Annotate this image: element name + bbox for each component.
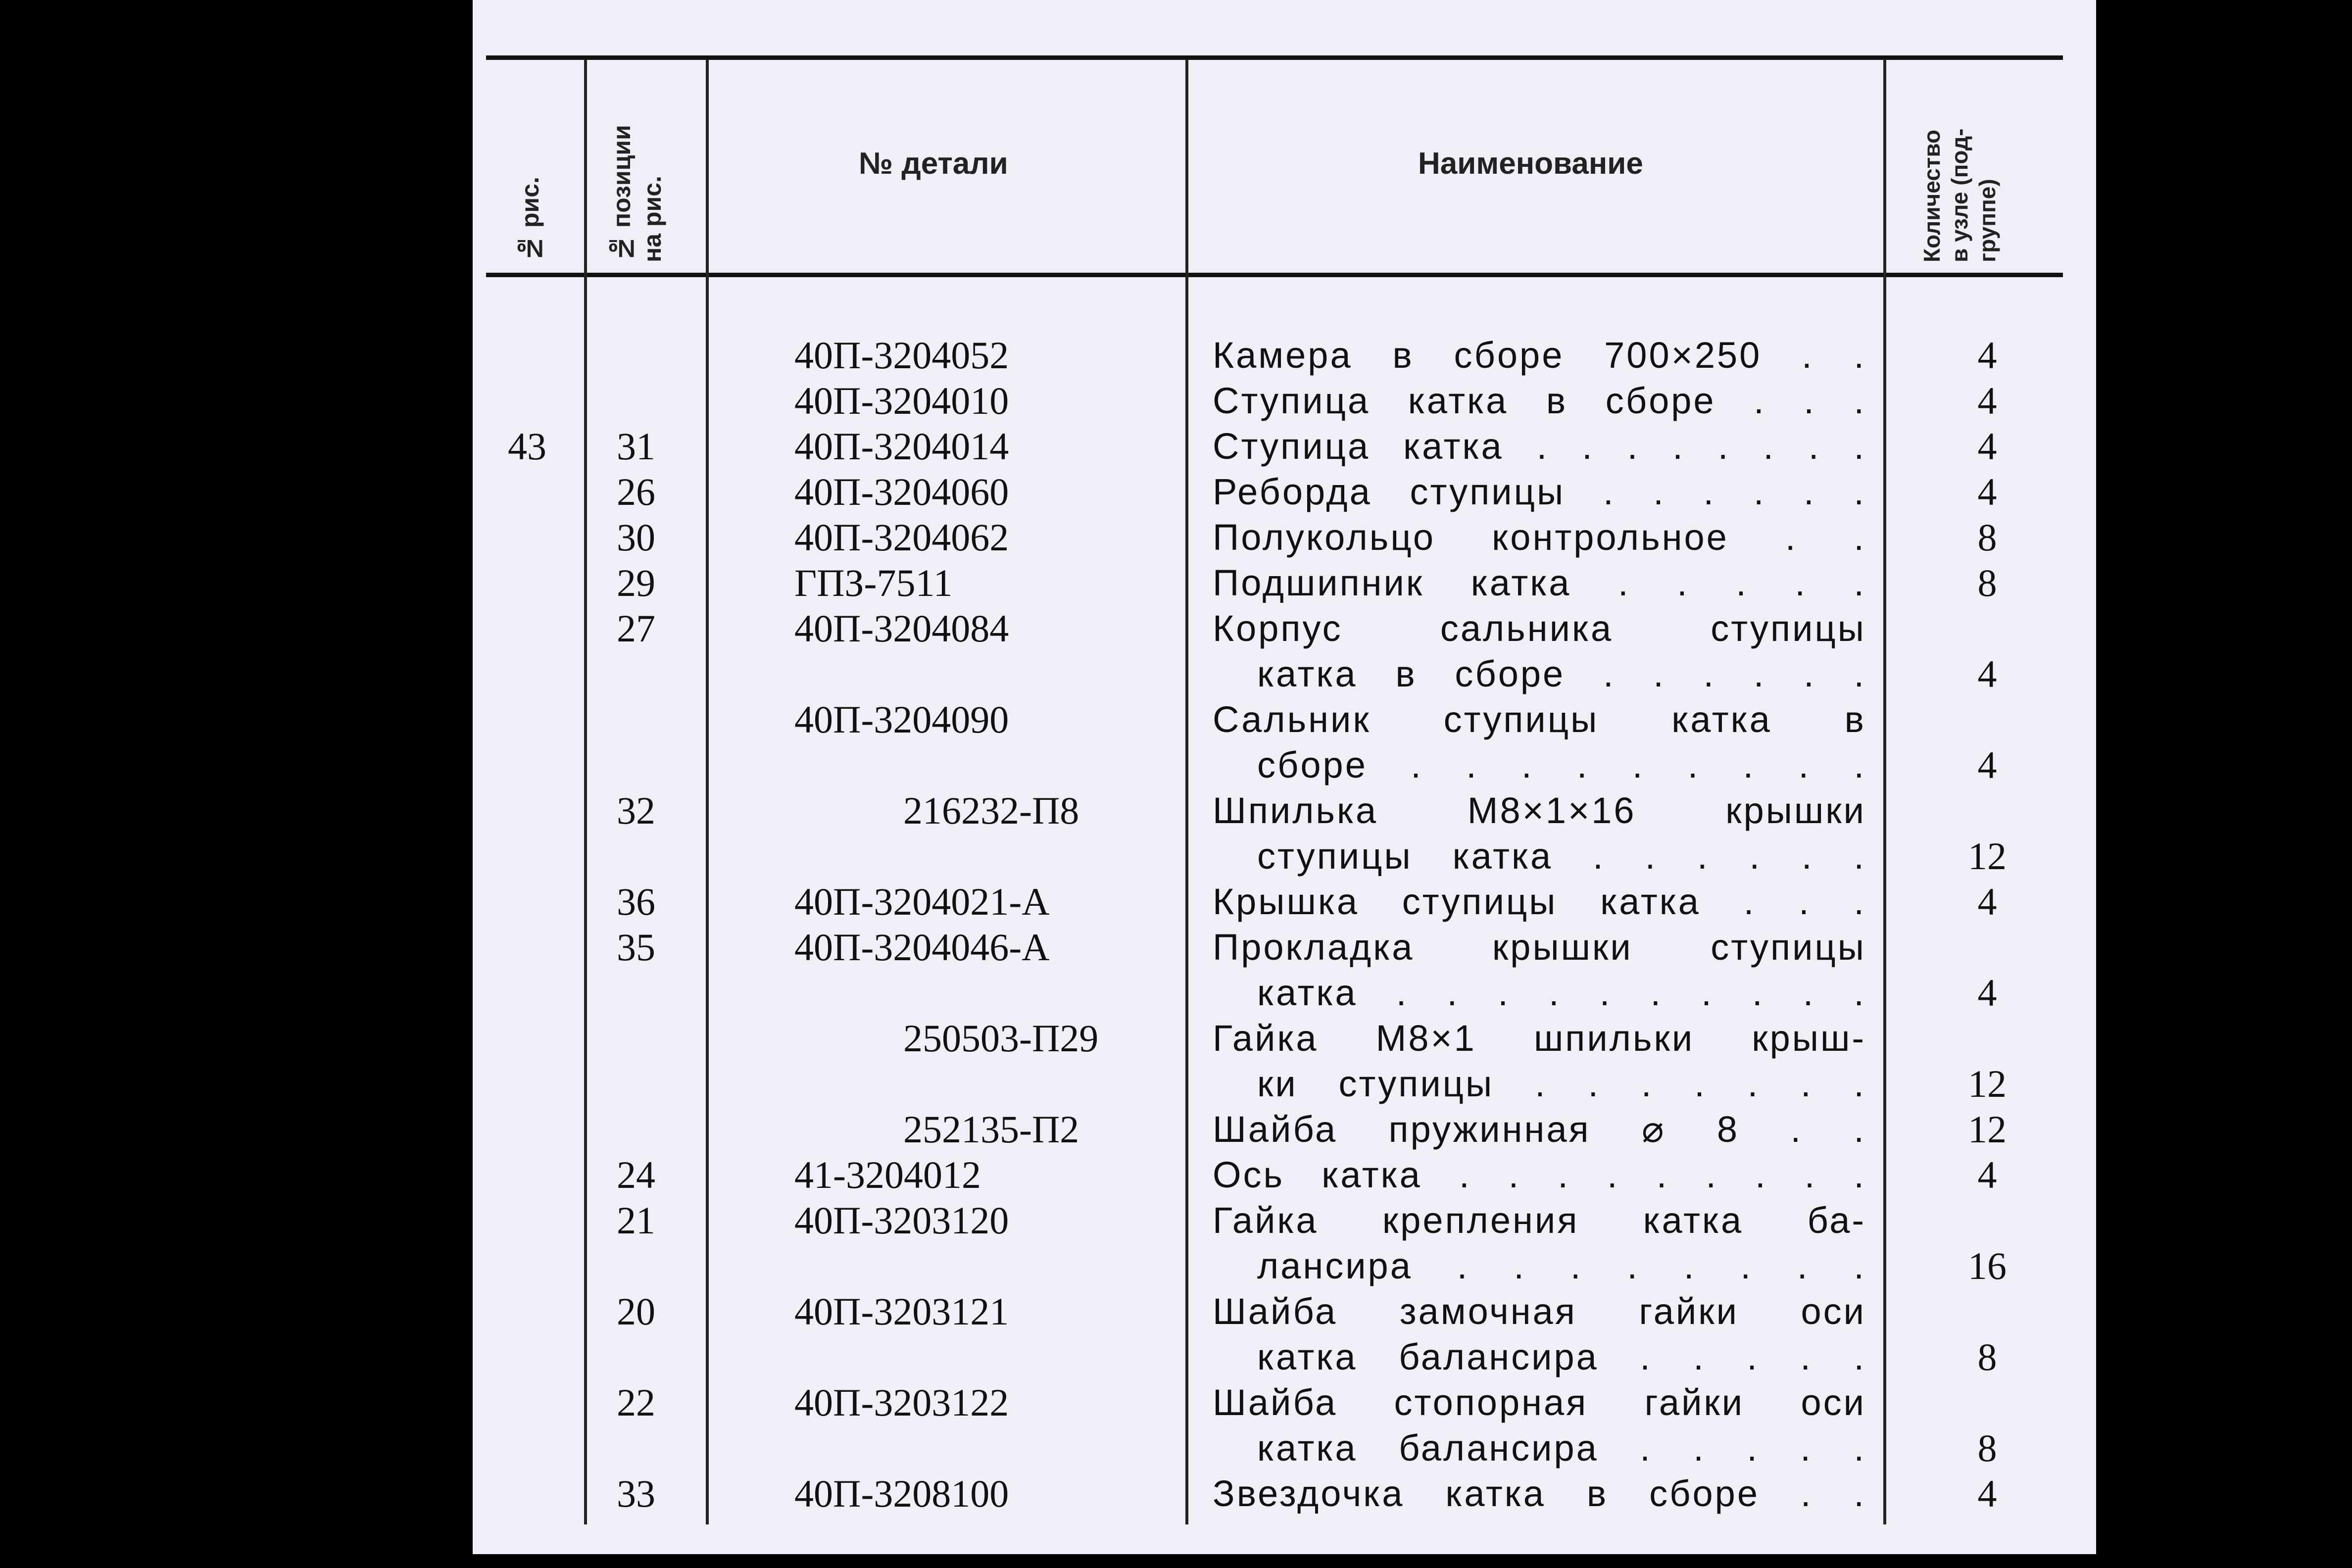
header-position [606, 69, 668, 262]
part-number: 40П-3203120 [794, 1199, 1009, 1242]
part-name: Ступица катка . . . . . . . . [1213, 426, 1866, 467]
header-qty-line1: Количество [1919, 129, 1945, 262]
position-number: 32 [617, 789, 655, 832]
position-number: 27 [617, 607, 655, 650]
part-name: Реборда ступицы . . . . . . [1213, 471, 1866, 512]
header-quantity [1918, 59, 2001, 262]
part-name: Ступица катка в сборе . . . [1213, 380, 1866, 421]
part-name: Шайба стопорная гайки оси [1213, 1382, 1866, 1423]
quantity: 4 [1977, 971, 1997, 1014]
part-name: лансира . . . . . . . . [1257, 1245, 1866, 1286]
quantity: 12 [1968, 834, 2007, 878]
quantity: 4 [1977, 1472, 1997, 1515]
quantity: 4 [1977, 880, 1997, 923]
part-number: 40П-3204090 [794, 698, 1009, 741]
part-name: Гайка крепления катка ба- [1213, 1200, 1866, 1241]
part-name: Прокладка крышки ступицы [1213, 927, 1866, 968]
part-number: 40П-3204062 [794, 516, 1009, 559]
quantity: 12 [1968, 1108, 2007, 1151]
part-name: Сальник ступицы катка в [1213, 699, 1866, 740]
quantity: 12 [1968, 1062, 2007, 1105]
header-qty-line3: группе) [1974, 179, 2000, 262]
part-number: 40П-3204010 [794, 379, 1009, 422]
part-name: Подшипник катка . . . . . [1213, 562, 1866, 603]
part-name: ки ступицы . . . . . . . [1257, 1063, 1866, 1104]
part-name: катка балансира . . . . . [1257, 1336, 1866, 1377]
figure-number: 43 [508, 425, 546, 468]
header-part-no: № детали [859, 147, 1008, 181]
part-name: Шайба пружинная ⌀ 8 . . [1213, 1109, 1866, 1150]
part-name: Ось катка . . . . . . . . . [1213, 1154, 1866, 1195]
header-top-rule [486, 55, 2063, 60]
quantity: 8 [1977, 1426, 1997, 1470]
quantity: 4 [1977, 470, 1997, 513]
part-number: 40П-3204052 [794, 334, 1009, 377]
header-qty-line2: в узле (под- [1947, 128, 1972, 262]
header-position-line2: на рис. [638, 176, 666, 262]
part-name: Шайба замочная гайки оси [1213, 1291, 1866, 1332]
position-number: 20 [617, 1290, 655, 1333]
part-number: 40П-3204014 [794, 425, 1009, 468]
part-name: Звездочка катка в сборе . . [1213, 1473, 1866, 1514]
part-number: 40П-3204046-А [794, 926, 1050, 969]
quantity: 4 [1977, 1153, 1997, 1196]
part-name: катка балансира . . . . . [1257, 1427, 1866, 1469]
quantity: 4 [1977, 379, 1997, 422]
quantity: 8 [1977, 516, 1997, 559]
header-fig-no: № рис. [516, 177, 544, 262]
part-number: 40П-3204060 [794, 470, 1009, 513]
position-number: 26 [617, 470, 655, 513]
position-number: 21 [617, 1199, 655, 1242]
part-name: сборе . . . . . . . . . [1257, 744, 1866, 785]
header-position-line1: № позиции [608, 125, 636, 262]
part-number: 250503-П29 [903, 1017, 1099, 1060]
part-number: 216232-П8 [903, 789, 1079, 832]
part-name: Камера в сборе 700×250 . . [1213, 335, 1866, 376]
part-name: Гайка М8×1 шпильки крыш- [1213, 1018, 1866, 1059]
column-divider [706, 59, 709, 1554]
part-name: Крышка ступицы катка . . . [1213, 881, 1866, 922]
position-number: 22 [617, 1381, 655, 1424]
part-name: катка . . . . . . . . . . [1257, 972, 1866, 1013]
quantity: 4 [1977, 652, 1997, 695]
position-number: 30 [617, 516, 655, 559]
part-number: 40П-3208100 [794, 1472, 1009, 1515]
document-page [473, 0, 2096, 1554]
part-number: 41-3204012 [794, 1153, 981, 1196]
part-name: Корпус сальника ступицы [1213, 608, 1866, 649]
part-number: 40П-3204021-А [794, 880, 1050, 923]
part-number: 40П-3204084 [794, 607, 1009, 650]
header-name: Наименование [1418, 147, 1643, 181]
part-number: 40П-3203122 [794, 1381, 1009, 1424]
column-divider [1883, 59, 1886, 1554]
header-bottom-rule [486, 273, 2063, 277]
part-number: ГПЗ-7511 [794, 561, 953, 604]
position-number: 33 [617, 1472, 655, 1515]
position-number: 31 [617, 425, 655, 468]
quantity: 4 [1977, 743, 1997, 786]
part-name: Шпилька М8×1×16 крышки [1213, 790, 1866, 831]
position-number: 36 [617, 880, 655, 923]
column-divider [584, 59, 587, 1554]
position-number: 24 [617, 1153, 655, 1196]
page-bottom-edge [473, 1524, 2096, 1554]
part-number: 40П-3203121 [794, 1290, 1009, 1333]
position-number: 29 [617, 561, 655, 604]
quantity: 8 [1977, 1335, 1997, 1378]
quantity: 8 [1977, 561, 1997, 604]
part-name: катка в сборе . . . . . . [1257, 653, 1866, 694]
quantity: 4 [1977, 425, 1997, 468]
column-divider [1185, 59, 1188, 1554]
part-number: 252135-П2 [903, 1108, 1079, 1151]
part-name: ступицы катка . . . . . . [1257, 835, 1866, 877]
quantity: 16 [1968, 1244, 2007, 1287]
part-name: Полукольцо контрольное . . [1213, 517, 1866, 558]
position-number: 35 [617, 926, 655, 969]
quantity: 4 [1977, 334, 1997, 377]
